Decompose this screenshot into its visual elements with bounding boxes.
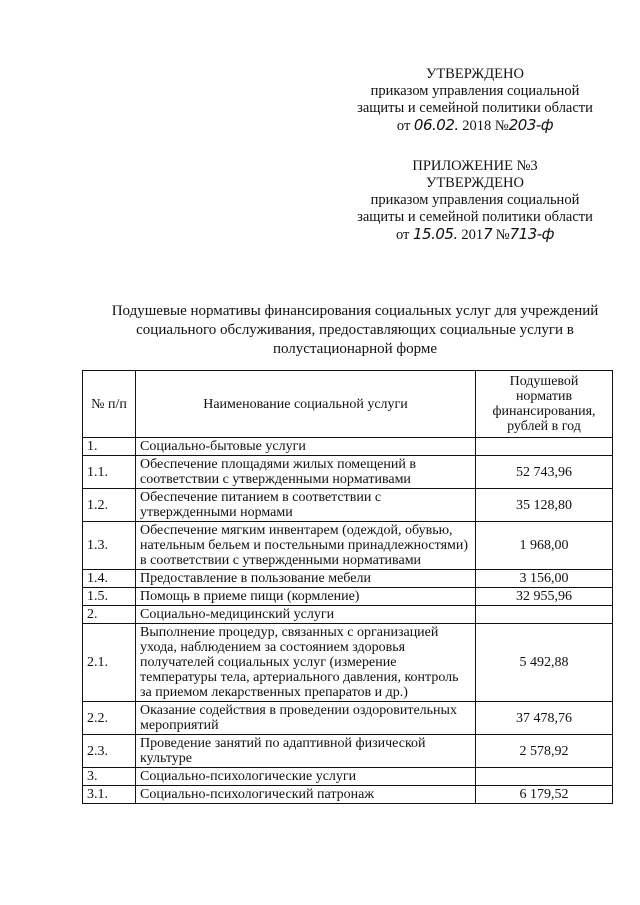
number-label: №	[494, 118, 509, 134]
cell-no: 2.2.	[83, 702, 136, 735]
cell-no: 1.1.	[83, 456, 136, 489]
handwritten-number: 713-ф	[509, 225, 554, 243]
cell-no: 1.4.	[83, 570, 136, 588]
order-date-line	[340, 117, 610, 135]
cell-name: Социально-медицинский услуги	[136, 606, 476, 624]
title-line-3: полустационарной форме	[272, 341, 438, 357]
cell-value: 5 492,88	[476, 624, 613, 702]
order-line-1: приказом управления социальной	[370, 83, 580, 99]
cell-name: Оказание содействия в проведении оздоровительных мероприятий	[136, 702, 476, 735]
handwritten-year-digit: 7	[483, 225, 493, 243]
order-year: 2017	[461, 225, 493, 243]
cell-value: 37 478,76	[476, 702, 613, 735]
order-line-1: приказом управления социальной	[370, 192, 580, 208]
order-date-line	[340, 226, 610, 244]
table-row	[83, 735, 613, 768]
cell-value: 6 179,52	[476, 786, 613, 804]
cell-value	[476, 768, 613, 786]
cell-no: 3.1.	[83, 786, 136, 804]
cell-no: 2.	[83, 606, 136, 624]
table-body	[83, 438, 613, 804]
cell-no: 3.	[83, 768, 136, 786]
handwritten-date: 06.02.	[413, 116, 459, 134]
cell-value: 3 156,00	[476, 570, 613, 588]
handwritten-number: 203-ф	[508, 116, 554, 134]
cell-name: Предоставление в пользование мебели	[136, 570, 476, 588]
approved-heading: УТВЕРЖДЕНО	[426, 175, 524, 191]
cell-name: Социально-бытовые услуги	[136, 438, 476, 456]
order-line-2: защиты и семейной политики области	[357, 209, 593, 225]
cell-no: 1.2.	[83, 489, 136, 522]
cell-name: Социально-психологические услуги	[136, 768, 476, 786]
from-label: от	[396, 118, 411, 134]
cell-name: Социально-психологический патронаж	[136, 786, 476, 804]
cell-value	[476, 438, 613, 456]
cell-value: 52 743,96	[476, 456, 613, 489]
cell-value: 32 955,96	[476, 588, 613, 606]
cell-name: Проведение занятий по адаптивной физической культуре	[136, 735, 476, 768]
cell-value: 2 578,92	[476, 735, 613, 768]
table-header-row	[83, 371, 613, 438]
table-row	[83, 588, 613, 606]
table-row	[83, 624, 613, 702]
cell-name: Выполнение процедур, связанных с организацией ухода, наблюдением за состоянием здоровья получателей социальных услуг (измерение температуры тела, артериального давления, контроль за приемом лекарственных препаратов и др.)	[136, 624, 476, 702]
cell-no: 1.	[83, 438, 136, 456]
approved-heading: УТВЕРЖДЕНО	[426, 66, 524, 82]
section-row	[83, 606, 613, 624]
title-line-1: Подушевые нормативы финансирования социальных услуг для учреждений	[111, 303, 599, 319]
cell-value	[476, 606, 613, 624]
cell-no: 2.1.	[83, 624, 136, 702]
col-header-name: Наименование социальной услуги	[136, 371, 476, 438]
cell-value: 35 128,80	[476, 489, 613, 522]
cell-name: Обеспечение площадями жилых помещений в соответствии с утвержденными нормативами	[136, 456, 476, 489]
cell-no: 2.3.	[83, 735, 136, 768]
section-row	[83, 438, 613, 456]
document-title	[95, 302, 615, 359]
section-row	[83, 768, 613, 786]
table-row	[83, 570, 613, 588]
approval-block-1	[340, 66, 610, 135]
standards-table	[82, 370, 613, 804]
approval-block-2	[340, 158, 610, 244]
order-year: 2018	[462, 118, 492, 134]
order-line-2: защиты и семейной политики области	[357, 100, 593, 116]
cell-name: Обеспечение мягким инвентарем (одеждой, обувью, нательным бельем и постельными принадлежностями) в соответствии с утвержденными нормативами	[136, 522, 476, 570]
cell-value: 1 968,00	[476, 522, 613, 570]
from-label: от	[395, 227, 410, 243]
cell-name: Обеспечение питанием в соответствии с утвержденными нормами	[136, 489, 476, 522]
handwritten-date: 15.05.	[413, 225, 458, 243]
appendix-heading: ПРИЛОЖЕНИЕ №3	[412, 158, 538, 174]
table-row	[83, 522, 613, 570]
cell-name: Помощь в приеме пищи (кормление)	[136, 588, 476, 606]
cell-no: 1.5.	[83, 588, 136, 606]
cell-no: 1.3.	[83, 522, 136, 570]
col-header-value: Подушевой норматив финансирования, рублей в год	[476, 371, 613, 438]
title-line-2: социального обслуживания, предоставляющих социальные услуги в	[136, 322, 574, 338]
number-label: №	[495, 227, 510, 243]
table-row	[83, 786, 613, 804]
table-row	[83, 456, 613, 489]
table-row	[83, 702, 613, 735]
table-row	[83, 489, 613, 522]
col-header-no: № п/п	[83, 371, 136, 438]
